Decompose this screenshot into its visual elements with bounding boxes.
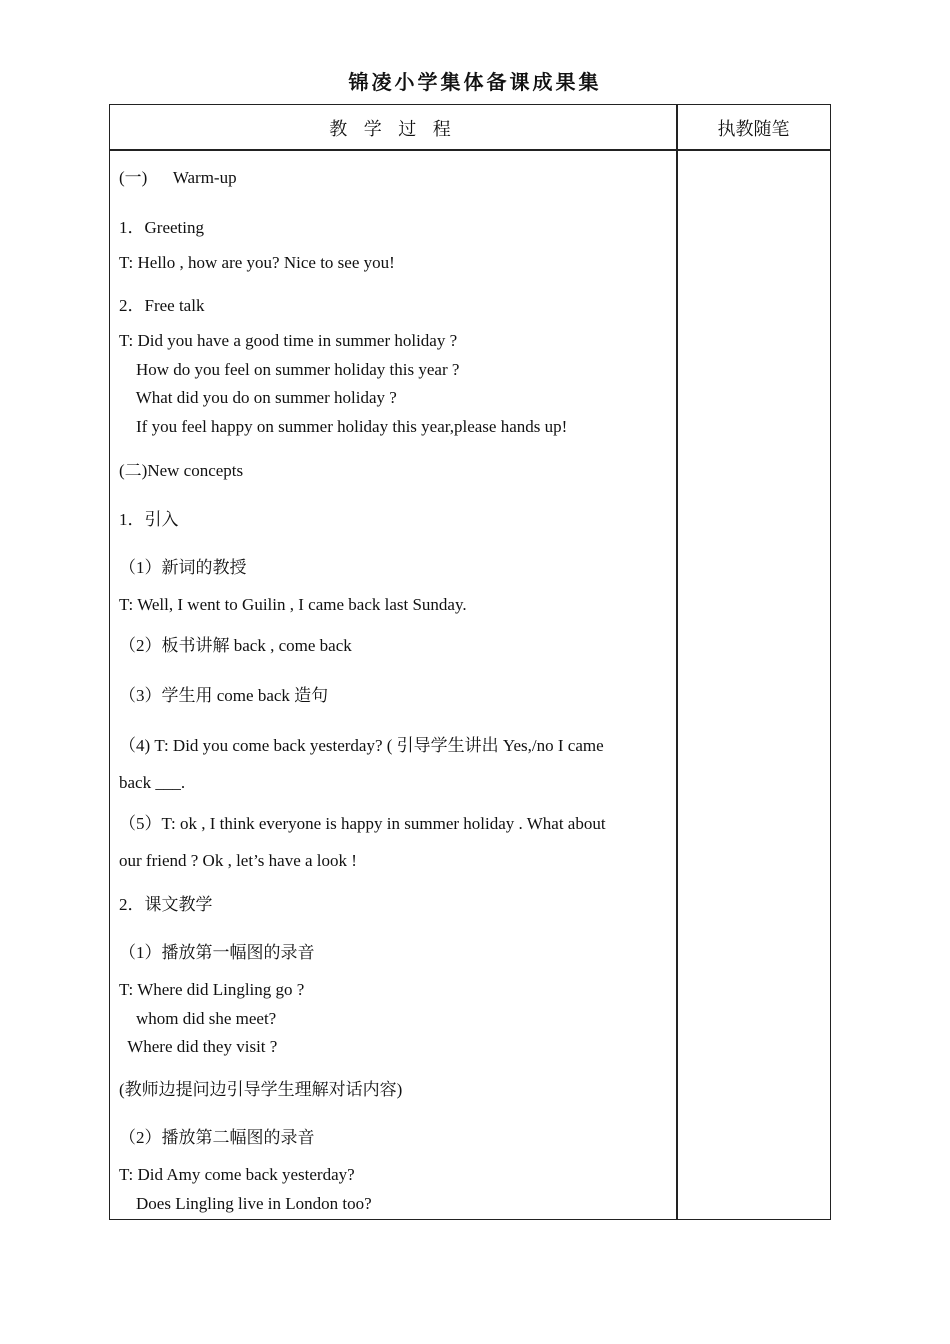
content-line: （2）板书讲解 back , come back [119,636,352,655]
content-line: Does Lingling live in London too? [119,1194,372,1213]
content-line: (一) Warm-up [119,168,237,187]
content-line: 1．Greeting [119,218,204,237]
content-line: （1）新词的教授 [119,558,247,577]
content-line: 2．Free talk [119,296,205,315]
document-title: 锦凌小学集体备课成果集 [348,72,602,94]
content-line: back ___. [119,773,186,792]
content-line: our friend ? Ok , let’s have a look ! [119,851,357,870]
content-line: If you feel happy on summer holiday this year,please hands up! [119,417,568,436]
content-line: T: Hello , how are you? Nice to see you! [119,253,395,272]
content-line: (二)New concepts [119,461,244,480]
content-line: T: Did Amy come back yesterday? [119,1165,355,1184]
content-line: 2．课文教学 [119,895,213,914]
content-line: Where did they visit ? [119,1037,278,1056]
header-teaching-process: 教 学 过 程 [329,119,457,139]
content-line: T: Where did Lingling go ? [119,980,305,999]
content-line: （3）学生用 come back 造句 [119,686,329,705]
header-teaching-notes: 执教随笔 [717,119,790,139]
content-line: （5）T: ok , I think everyone is happy in summer holiday . What about [119,814,606,833]
content-line: whom did she meet? [119,1009,277,1028]
content-line: （4) T: Did you come back yesterday? ( 引导学生讲出 Yes,/no I came [119,736,604,755]
content-line: What did you do on summer holiday ? [119,388,397,407]
lesson-table [109,104,831,1220]
content-line: 1．引入 [119,510,179,529]
content-line: (教师边提问边引导学生理解对话内容) [119,1080,403,1099]
content-line: T: Well, I went to Guilin , I came back last Sunday. [119,595,467,614]
content-line: T: Did you have a good time in summer holiday ? [119,331,458,350]
column-divider [676,105,678,1219]
content-line: How do you feel on summer holiday this year ? [119,360,460,379]
header-divider [110,149,830,151]
content-line: （1）播放第一幅图的录音 [119,943,315,962]
content-line: （2）播放第二幅图的录音 [119,1128,315,1147]
